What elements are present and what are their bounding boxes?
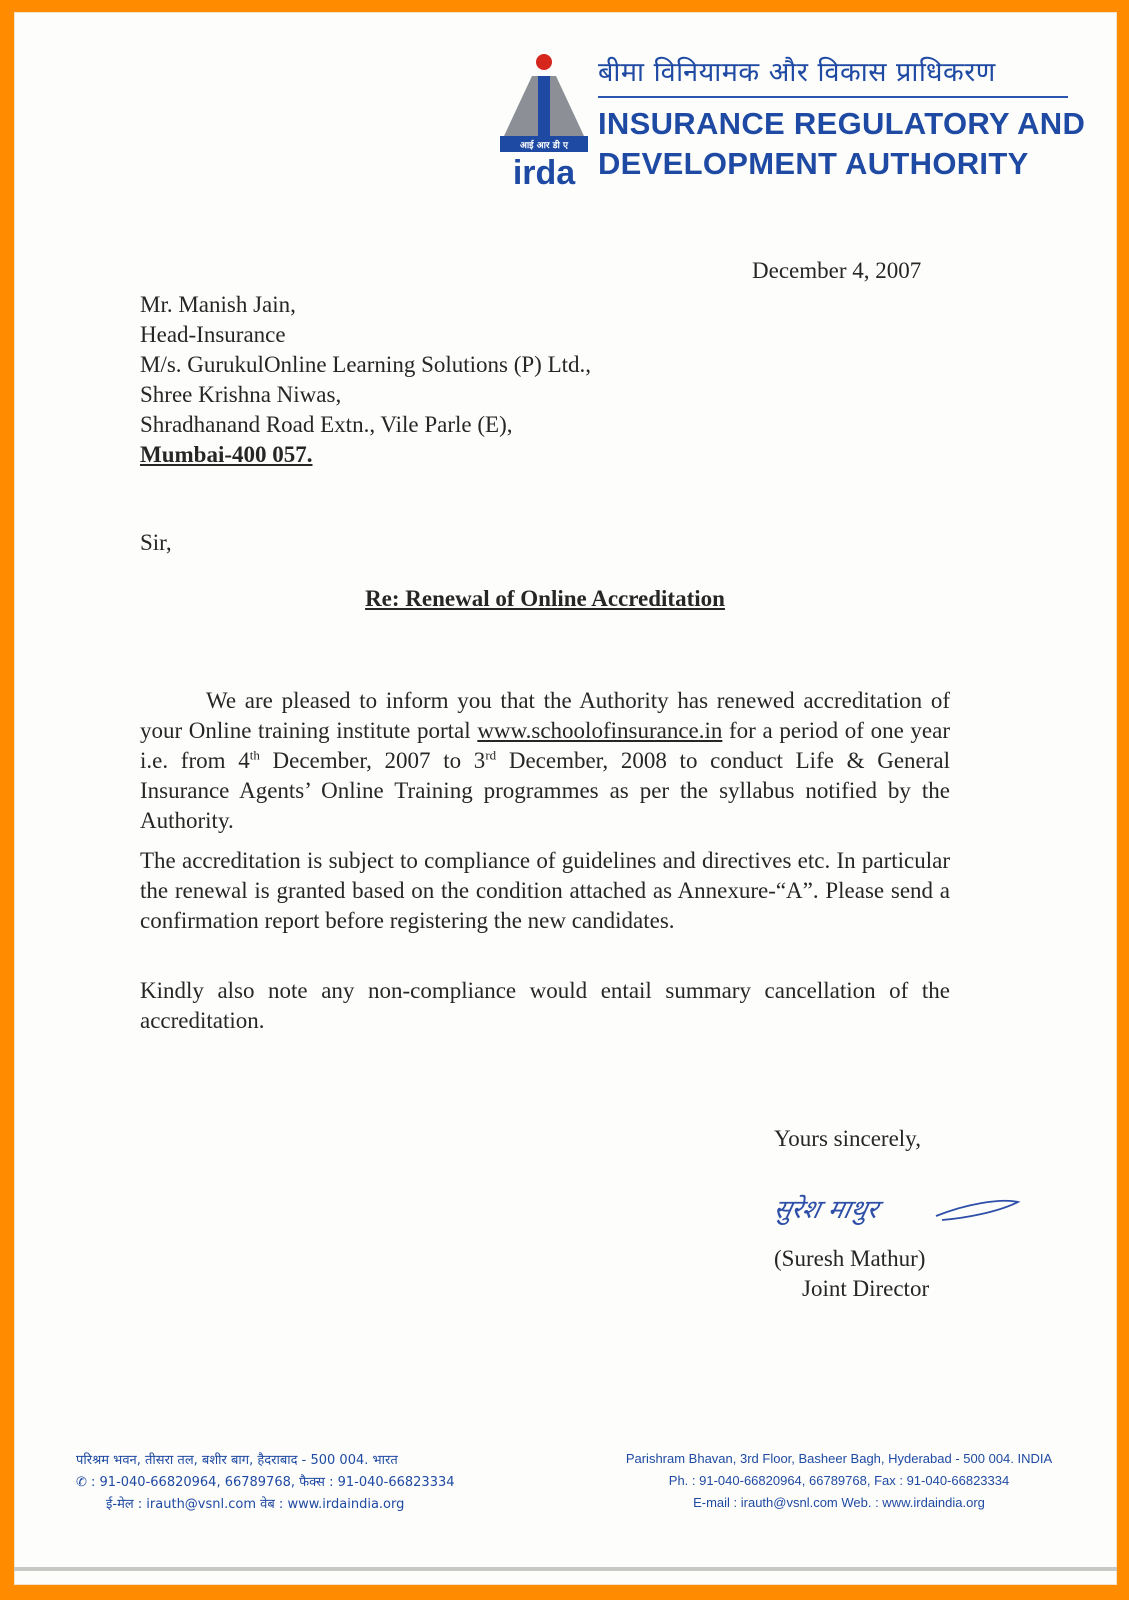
- logo-dot: [536, 54, 552, 70]
- signer-block: [774, 1244, 929, 1304]
- superscript-rd: rd: [485, 747, 497, 763]
- footer-hindi: [76, 1450, 455, 1516]
- letter-date: December 4, 2007: [752, 258, 922, 283]
- hindi-title: बीमा विनियामक और विकास प्राधिकरण: [598, 57, 996, 88]
- logo-hindi-label: आई आर डी ए: [519, 141, 569, 151]
- footer-english: [604, 1448, 1074, 1514]
- footer-english-line1: Parishram Bhavan, 3rd Floor, Basheer Bagh, Hyderabad - 500 004. INDIA: [625, 1451, 1053, 1466]
- recipient-designation: Head-Insurance: [140, 322, 286, 347]
- footer-hindi-line1: परिश्रम भवन, तीसरा तल, बशीर बाग, हैदराबाद - 500 004. भारत: [76, 1453, 398, 1468]
- logo-pillar-left: [504, 76, 540, 136]
- footer-english-line3: E-mail : irauth@vsnl.com Web. : www.irdaindia.org: [693, 1495, 985, 1510]
- paragraph-3: Kindly also note any non-compliance would entail summary cancellation of the accreditation.: [140, 978, 950, 1033]
- handwritten-signature: [766, 1182, 1026, 1236]
- paragraph-2: The accreditation is subject to compliance of guidelines and directives etc. In particular the renewal is granted based on the condition attached as Annexure-“A”. Please send a confirmation report before registering the new candidates.: [140, 848, 950, 933]
- signature-text: सुरेश माथुर: [770, 1195, 881, 1225]
- portal-link[interactable]: www.schoolofinsurance.in: [477, 718, 723, 743]
- salutation: Sir,: [140, 530, 172, 555]
- english-title-line2: DEVELOPMENT AUTHORITY: [598, 146, 1029, 181]
- english-title-line1: INSURANCE REGULATORY AND: [598, 106, 1086, 141]
- logo-wordmark: irda: [512, 154, 576, 192]
- logo-pillar-right: [548, 76, 584, 136]
- paragraph-1-part1: We are pleased to inform you that the Authority has renewed accreditation of your Online training institute portal: [140, 688, 950, 743]
- letter-subject: Re: Renewal of Online Accreditation: [365, 586, 725, 611]
- title-divider: [598, 96, 1068, 98]
- recipient-address-line1: Shree Krishna Niwas,: [140, 382, 342, 407]
- recipient-address-line2: Shradhanand Road Extn., Vile Parle (E),: [140, 412, 513, 437]
- recipient-address: [140, 290, 591, 470]
- footer-hindi-line2: ✆ : 91-040-66820964, 66789768, फैक्स : 91-040-66823334: [76, 1475, 455, 1490]
- recipient-company: M/s. GurukulOnline Learning Solutions (P) Ltd.,: [140, 352, 592, 377]
- paragraph-1-part3: December, 2007 to 3: [259, 748, 486, 773]
- superscript-th: th: [249, 747, 260, 763]
- paragraph-1: [140, 686, 950, 836]
- paragraph-1-part4: December, 2008 to conduct Life & General Insurance Agents’ Online Training programmes as per the syllabus notified by the Authority.: [140, 748, 950, 833]
- signature-flourish: [936, 1201, 1018, 1220]
- signer-title: Joint Director: [802, 1276, 930, 1301]
- footer-english-line2: Ph. : 91-040-66820964, 66789768, Fax : 91-040-66823334: [668, 1473, 1010, 1488]
- letter-page: [14, 12, 1117, 1585]
- irda-logo: [498, 50, 590, 194]
- recipient-city: Mumbai-400 057.: [140, 442, 313, 467]
- logo-pillar-center: [538, 76, 550, 136]
- footer-hindi-line3: ई-मेल : irauth@vsnl.com वेब : www.irdaindia.org: [106, 1497, 405, 1512]
- english-title: [598, 104, 1086, 184]
- signer-name: (Suresh Mathur): [774, 1246, 926, 1271]
- paragraph-1-part2: for a period of one year i.e. from 4: [140, 718, 950, 773]
- closing: Yours sincerely,: [774, 1126, 921, 1151]
- recipient-name: Mr. Manish Jain,: [140, 292, 296, 317]
